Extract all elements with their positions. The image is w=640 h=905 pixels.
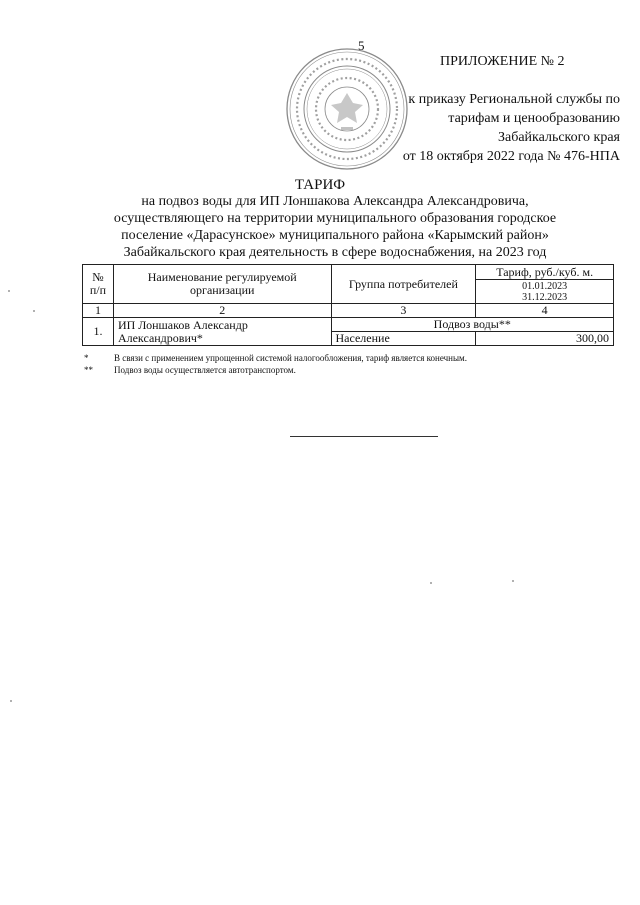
- page-number: 5: [358, 38, 365, 53]
- row-service: Подвоз воды**: [331, 318, 613, 332]
- row-consumer-group: Население: [331, 332, 476, 346]
- row-organization: ИП Лоншаков Александр Александрович*: [113, 318, 331, 346]
- scan-speck: [10, 700, 12, 702]
- footnote-text: Подвоз воды осуществляется автотранспортом.: [114, 365, 296, 375]
- header-organization: Наименование регулируемой организации: [113, 265, 331, 304]
- row-number: 1.: [83, 318, 114, 346]
- scan-speck: [430, 582, 432, 584]
- column-number-2: 2: [113, 304, 331, 318]
- row-tariff-value: 300,00: [476, 332, 614, 346]
- order-reference-line: тарифам и ценообразованию: [448, 111, 620, 126]
- header-tariff: Тариф, руб./куб. м.: [476, 265, 614, 280]
- column-number-3: 3: [331, 304, 476, 318]
- document-description: [60, 193, 610, 261]
- order-reference-line: от 18 октября 2022 года № 476-НПА: [402, 149, 620, 164]
- order-reference: [370, 90, 620, 166]
- description-line: осуществляющего на территории муниципального образования городское: [113, 211, 557, 226]
- footnote-mark: *: [84, 353, 89, 363]
- footnote: [84, 352, 467, 364]
- appendix-label: ПРИЛОЖЕНИЕ № 2: [440, 54, 565, 69]
- period-start: 01.01.2023: [522, 280, 568, 292]
- document-title: ТАРИФ: [294, 177, 346, 193]
- tariff-table: [82, 264, 614, 346]
- scan-speck: [33, 310, 35, 312]
- description-line: поселение «Дарасунское» муниципального района «Карымский район»: [121, 228, 549, 243]
- order-reference-line: к приказу Региональной службы по: [408, 92, 620, 107]
- footnotes: [84, 352, 467, 376]
- header-consumer-group: Группа потребителей: [331, 265, 476, 304]
- header-number: № п/п: [83, 265, 114, 304]
- table-row: [83, 318, 614, 332]
- column-number-4: 4: [476, 304, 614, 318]
- closing-divider-line: [290, 436, 438, 437]
- order-reference-line: Забайкальского края: [497, 130, 620, 145]
- header-period: [476, 280, 614, 304]
- scan-speck: [8, 290, 10, 292]
- column-number-1: 1: [83, 304, 114, 318]
- footnote: [84, 364, 467, 376]
- period-end: 31.12.2023: [522, 291, 568, 303]
- scan-speck: [512, 580, 514, 582]
- footnote-mark: **: [84, 365, 93, 375]
- description-line: на подвоз воды для ИП Лоншакова Александра Александровича,: [141, 194, 529, 209]
- description-line: Забайкальского края деятельность в сфере водоснабжения, на 2023 год: [123, 245, 547, 260]
- footnote-text: В связи с применением упрощенной системой налогообложения, тариф является конечным.: [114, 353, 467, 363]
